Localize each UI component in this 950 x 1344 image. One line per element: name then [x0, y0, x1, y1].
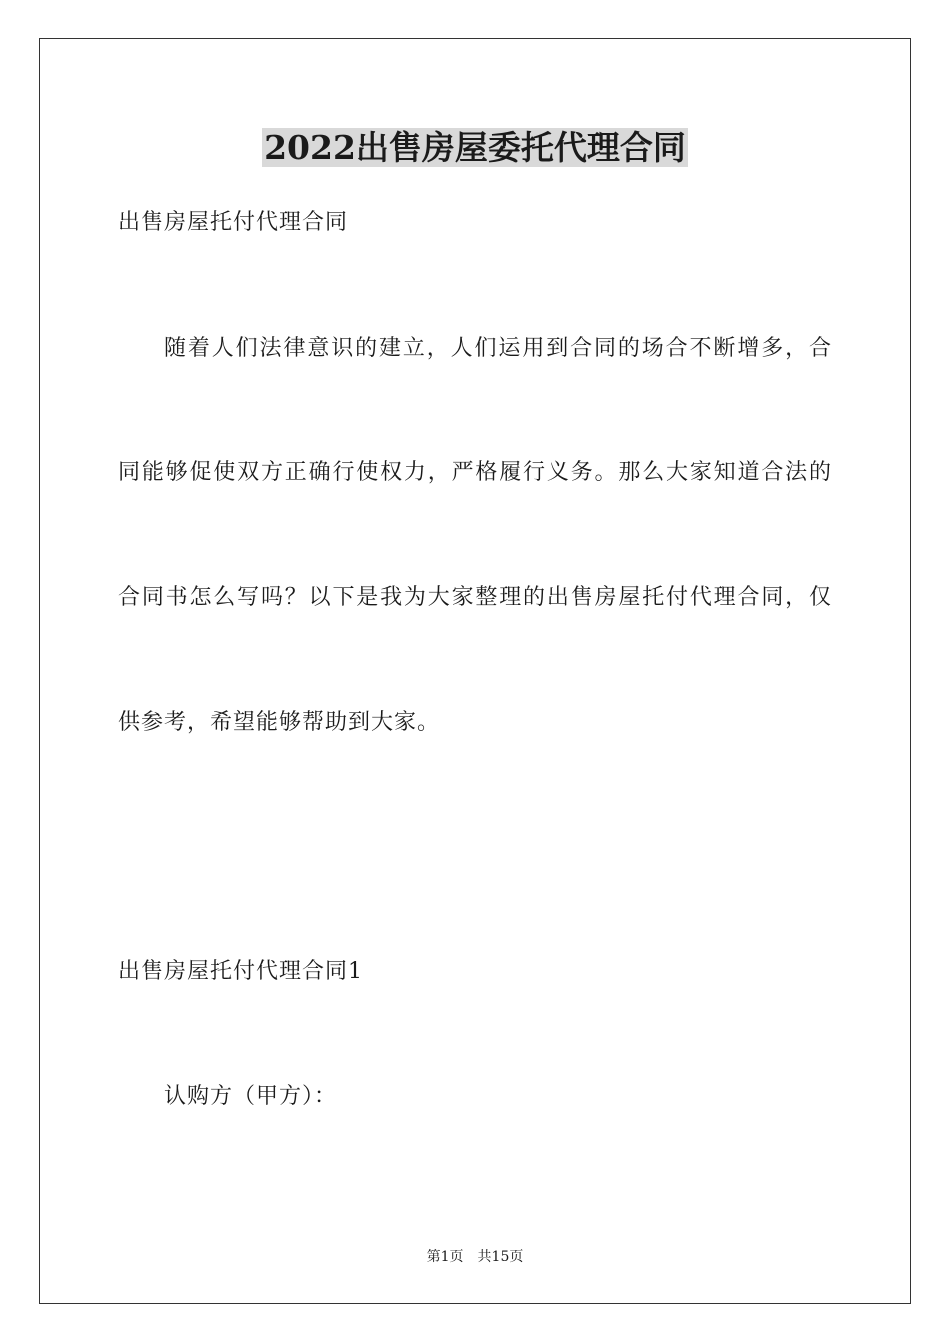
page-number-total: 共15页 [477, 1249, 524, 1265]
section-heading: 出售房屋托付代理合同1 [118, 959, 363, 984]
page-number-current: 第1页 [426, 1249, 464, 1265]
party-a-label: 认购方（甲方）： [164, 1084, 338, 1109]
document-title-text: 2022出售房屋委托代理合同 [264, 128, 686, 167]
intro-line-3: 合同书怎么写吗？以下是我为大家整理的出售房屋托付代理合同，仅 [118, 585, 832, 610]
document-title [0, 124, 950, 172]
intro-line-1: 随着人们法律意识的建立，人们运用到合同的场合不断增多，合 [164, 336, 832, 361]
document-subtitle: 出售房屋托付代理合同 [118, 210, 349, 235]
intro-line-2: 同能够促使双方正确行使权力，严格履行义务。那么大家知道合法的 [118, 460, 832, 485]
intro-line-4: 供参考，希望能够帮助到大家。 [118, 710, 441, 735]
page-footer [0, 1247, 950, 1267]
